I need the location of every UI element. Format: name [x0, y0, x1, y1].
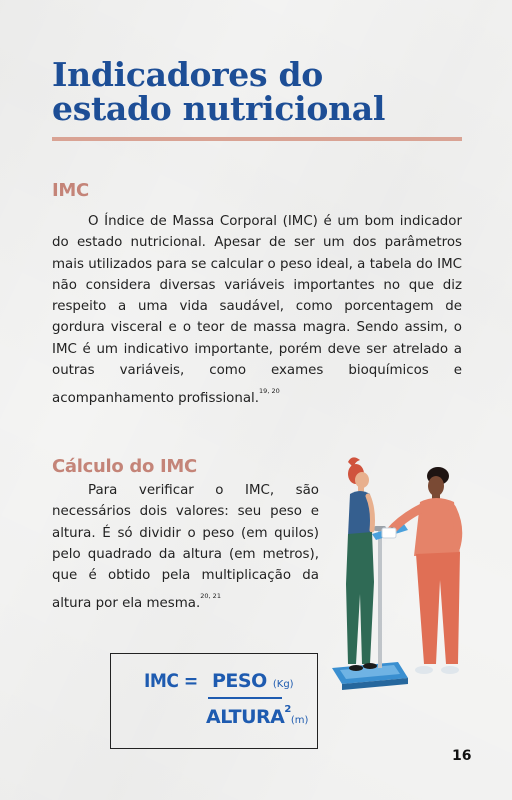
formula-numerator [212, 670, 294, 692]
formula-numerator-text: PESO [212, 670, 267, 692]
page-title-line-2: estado nutricional [52, 89, 386, 128]
imc-heading: IMC [52, 180, 89, 201]
page-title [52, 55, 472, 128]
imc-paragraph-text: O Índice de Massa Corporal (IMC) é um bom indicador do estado nutricional. Apesar de ser um dos parâmetros mais utilizados para se calcular o peso ideal, a tabela do IMC não considera diversas variáveis importantes no que diz respeito a uma vida saudável, como porcentagem de gordura visceral e o teor de massa magra. Sendo assim, o IMC é um indicativo importante, porém deve ser atrelado a outras variáveis, como exames bioquímicos e acompanhamento profissional. [52, 214, 462, 407]
formula-denominator-unit: (m) [290, 715, 309, 726]
formula-denominator [206, 704, 308, 728]
formula-fraction-line [208, 697, 282, 699]
formula-numerator-unit: (Kg) [272, 679, 294, 690]
nurse-figure [382, 467, 460, 674]
calc-paragraph-text: Para verificar o IMC, são necessários dois valores: seu peso e altura. É só dividir o peso (em quilos) pelo quadrado da altura (em metros), que é obtido pela multiplicação da altura por ela mesma. [52, 483, 319, 612]
page-title-line-1: Indicadores do [52, 55, 323, 94]
scale-column [378, 526, 382, 668]
formula-exponent: 2 [284, 704, 291, 715]
weighing-scale-illustration [328, 456, 476, 692]
formula-lhs: IMC = [144, 670, 198, 692]
page-number: 16 [452, 748, 472, 764]
calc-heading: Cálculo do IMC [52, 456, 197, 477]
patient-figure [346, 457, 377, 671]
calc-paragraph [52, 480, 319, 615]
calc-citation: 20, 21 [200, 592, 221, 601]
imc-paragraph [52, 211, 462, 410]
imc-citation: 19, 20 [259, 387, 280, 396]
title-divider [52, 137, 462, 141]
imc-formula-box [110, 653, 318, 749]
formula-denominator-text: ALTURA [206, 706, 285, 728]
